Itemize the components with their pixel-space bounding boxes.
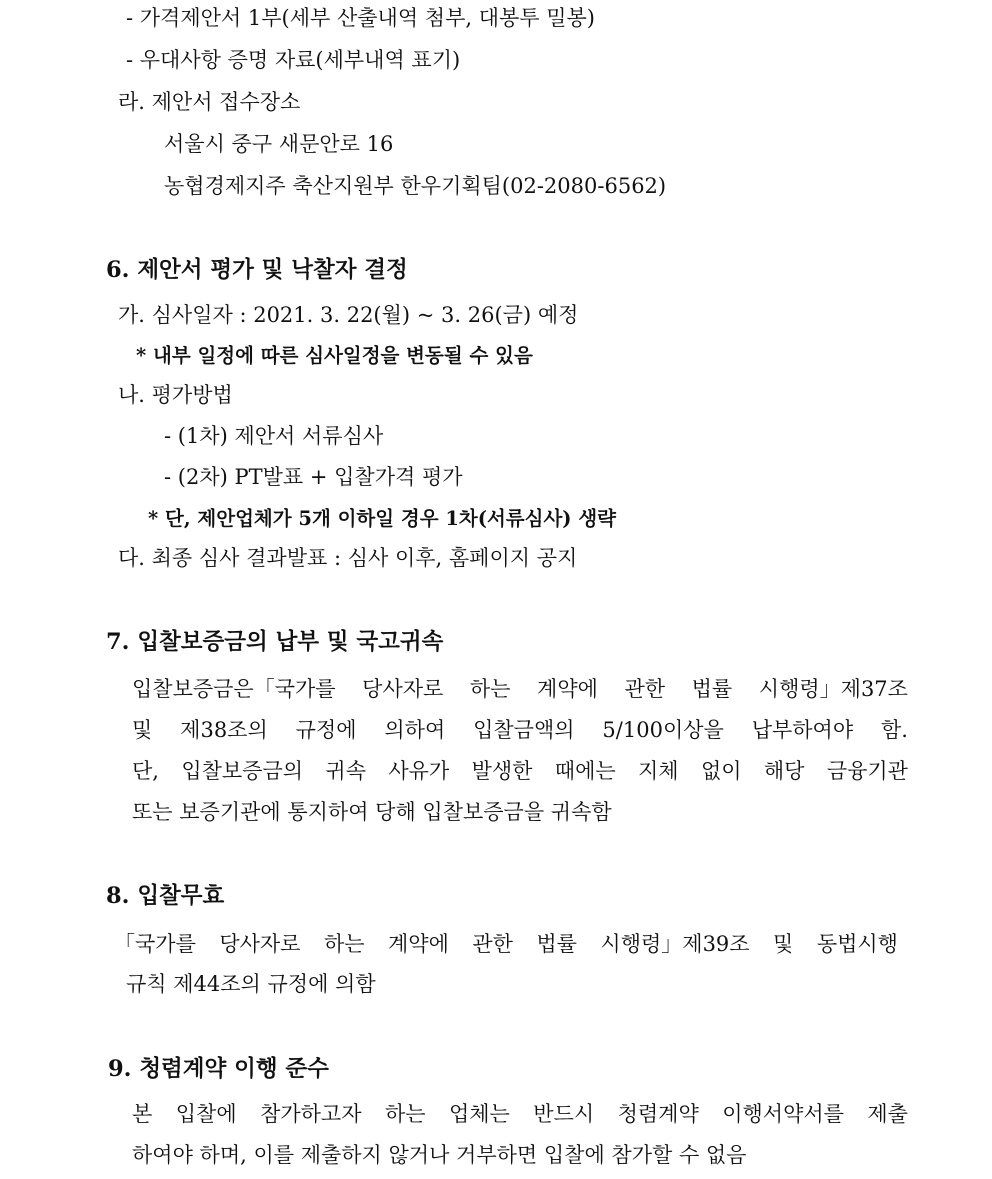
integrity-contract-text-line-2: 하여야 하며, 이를 제출하지 않거나 거부하면 입찰에 참가할 수 없음 [132,1143,747,1167]
bid-invalidity-text-line-1: 「국가를 당사자로 하는 계약에 관한 법률 시행령」제39조 및 동법시행 [114,932,898,956]
submission-doc-preference-proof: - 우대사항 증명 자료(세부내역 표기) [126,48,461,72]
review-date: 가. 심사일자 : 2021. 3. 22(월) ~ 3. 26(금) 예정 [118,303,579,327]
section-heading-bid-bond: 7. 입찰보증금의 납부 및 국고귀속 [106,629,444,655]
subsection-evaluation-method: 나. 평가방법 [118,383,233,407]
section-heading-integrity-contract: 9. 청렴계약 이행 준수 [108,1056,329,1082]
evaluation-step-2: - (2차) PT발표 + 입찰가격 평가 [164,465,463,489]
bid-invalidity-text-line-2: 규칙 제44조의 규정에 의함 [126,972,376,996]
subsection-submission-place: 라. 제안서 접수장소 [118,90,301,114]
submission-doc-price-proposal: - 가격제안서 1부(세부 산출내역 첨부, 대봉투 밀봉) [126,6,596,30]
evaluation-step-1: - (1차) 제안서 서류심사 [164,424,384,448]
final-result-announcement: 다. 최종 심사 결과발표 : 심사 이후, 홈페이지 공지 [118,546,578,570]
bid-bond-text-line-2: 및 제38조의 규정에 의하여 입찰금액의 5/100이상을 납부하여야 함. [132,718,908,742]
bid-bond-text-line-1: 입찰보증금은「국가를 당사자로 하는 계약에 관한 법률 시행령」제37조 [132,677,908,701]
bid-bond-text-line-4: 또는 보증기관에 통지하여 당해 입찰보증금을 귀속함 [132,800,612,824]
evaluation-method-note: * 단, 제안업체가 5개 이하일 경우 1차(서류심사) 생략 [148,507,617,530]
section-heading-bid-invalidity: 8. 입찰무효 [106,883,225,909]
section-heading-evaluation: 6. 제안서 평가 및 낙찰자 결정 [106,257,408,283]
submission-office-contact: 농협경제지주 축산지원부 한우기획팀(02-2080-6562) [164,174,667,198]
integrity-contract-text-line-1: 본 입찰에 참가하고자 하는 업체는 반드시 청렴계약 이행서약서를 제출 [132,1102,908,1126]
review-date-note: * 내부 일정에 따른 심사일정을 변동될 수 있음 [136,344,533,367]
submission-address: 서울시 중구 새문안로 16 [164,132,394,156]
bid-bond-text-line-3: 단, 입찰보증금의 귀속 사유가 발생한 때에는 지체 없이 해당 금융기관 [132,759,908,783]
